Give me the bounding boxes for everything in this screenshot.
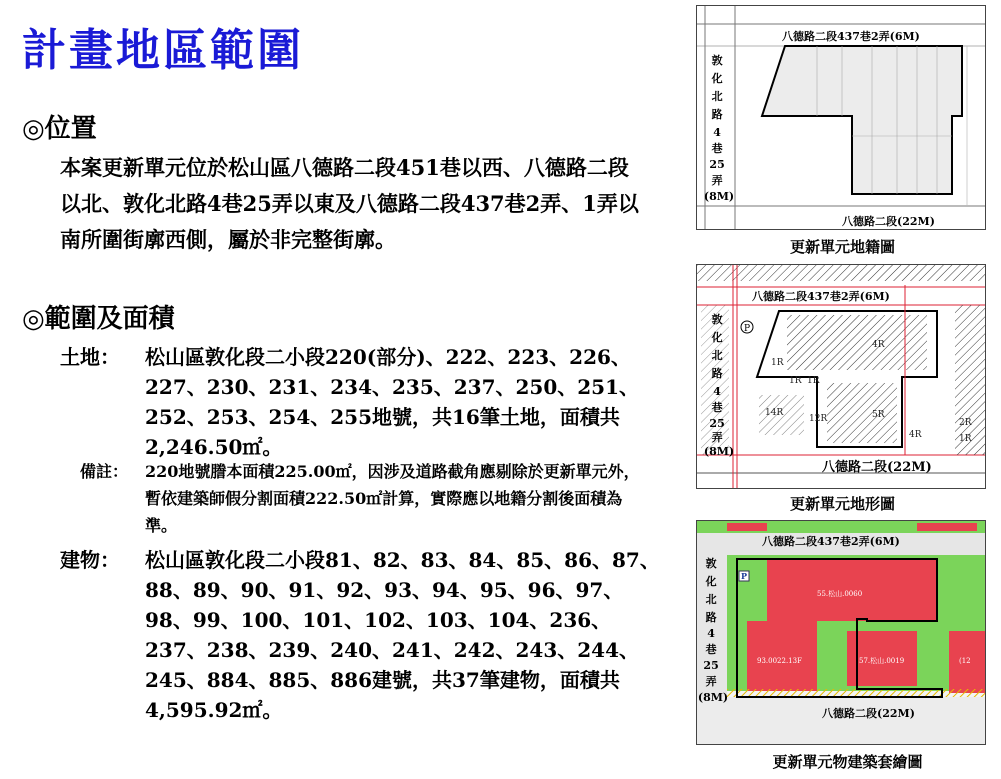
m1-left-6: 25 xyxy=(709,158,725,171)
m2-label: 5R xyxy=(872,410,885,420)
topographic-map-caption: 更新單元地形圖 xyxy=(789,495,895,513)
m2-left-0: 敦 xyxy=(711,313,723,326)
m3-left-7: 弄 xyxy=(705,675,717,688)
position-text: 本案更新單元位於松山區八德路二段451巷以西、八德路二段以北、敦化北路4巷25弄以東及八德路二段437巷2弄、1弄以南所圍街廓西側，屬於非完整街廓。 xyxy=(60,155,639,252)
m2-label: 1R xyxy=(789,376,802,386)
m1-left-3: 路 xyxy=(711,108,723,121)
m2-left-5: 巷 xyxy=(711,401,723,414)
m2-road-top: 八德路二段437巷2弄(6M) xyxy=(752,290,890,303)
m1-left-8: (8M) xyxy=(703,190,735,203)
page-title: 計畫地區範圍 xyxy=(22,25,304,76)
cadastral-map xyxy=(696,5,986,230)
land-label: 土地： xyxy=(60,345,120,369)
m1-left-0: 敦 xyxy=(711,54,723,67)
note-text: 220地號謄本面積225.00㎡，因涉及道路截角應剔除於更新單元外，暫依建築師假分割面積222.50㎡計算，實際應以地籍分割後面積為準。 xyxy=(145,462,640,535)
building-overlay-map-caption: 更新單元物建築套繪圖 xyxy=(772,753,923,771)
m2-left-4: 4 xyxy=(713,385,721,398)
m3-parking: P xyxy=(740,571,748,581)
m1-road-bottom: 八德路二段(22M) xyxy=(842,215,935,228)
m2-label: 4R xyxy=(909,430,922,440)
m1-left-7: 弄 xyxy=(711,174,723,187)
m2-label: 12R xyxy=(809,414,828,424)
m2-label: 1R xyxy=(807,376,820,386)
m2-label: 1R xyxy=(771,358,784,368)
m3-label: 57.松山.0019 xyxy=(859,657,905,665)
m2-left-8: (8M) xyxy=(703,445,735,458)
m3-left-6: 25 xyxy=(703,659,719,672)
building-overlay-map xyxy=(696,520,986,745)
m3-left-2: 北 xyxy=(705,593,717,606)
m2-left-2: 北 xyxy=(711,349,723,362)
land-text: 松山區敦化段二小段220(部分)、222、223、226、227、230、231、234、235、237、250、251、252、253、254、255地號，共16筆土地，面積共2,246.50㎡。 xyxy=(145,345,639,459)
m2-left-6: 25 xyxy=(709,417,725,430)
m3-label: (12 xyxy=(959,657,971,665)
m2-label: 14R xyxy=(765,408,784,418)
m1-left-2: 北 xyxy=(711,90,723,103)
m3-road-top: 八德路二段437巷2弄(6M) xyxy=(762,535,900,548)
m1-left-1: 化 xyxy=(711,72,723,85)
m3-left-4: 4 xyxy=(707,627,715,640)
m3-left-1: 化 xyxy=(705,575,717,588)
topographic-map xyxy=(696,264,986,489)
m1-road-top: 八德路二段437巷2弄(6M) xyxy=(782,30,920,43)
m3-left-5: 巷 xyxy=(705,643,717,656)
m2-left-3: 路 xyxy=(711,367,723,380)
m1-left-4: 4 xyxy=(713,126,721,139)
m2-left-7: 弄 xyxy=(711,431,723,444)
m3-left-3: 路 xyxy=(705,611,717,624)
m3-left-8: (8M) xyxy=(697,691,729,704)
m3-left-0: 敦 xyxy=(705,557,717,570)
m2-label: 4R xyxy=(872,340,885,350)
m2-road-bottom: 八德路二段(22M) xyxy=(822,460,932,475)
building-text: 松山區敦化段二小段81、82、83、84、85、86、87、88、89、90、91、92、93、94、95、96、97、98、99、100、101、102、103、104、236、237、238、239、240、241、242、243、244、245、884、885、886建號，共37筆建物，面積共4,595.92㎡。 xyxy=(145,548,660,722)
position-heading: ◎位置 xyxy=(22,114,97,144)
building-label: 建物： xyxy=(60,548,120,572)
m2-parking: P xyxy=(743,324,751,334)
m2-label: 2R xyxy=(959,418,972,428)
note-label: 備註： xyxy=(80,462,129,481)
m3-label: 55.松山.0060 xyxy=(817,590,863,598)
scope-heading: ◎範圍及面積 xyxy=(22,304,175,334)
m1-left-5: 巷 xyxy=(711,142,723,155)
m3-label: 93.0022.13F xyxy=(757,657,802,665)
m2-left-1: 化 xyxy=(711,331,723,344)
cadastral-map-caption: 更新單元地籍圖 xyxy=(789,238,895,256)
m3-road-bottom: 八德路二段(22M) xyxy=(822,707,915,720)
m2-label: 1R xyxy=(959,434,972,444)
